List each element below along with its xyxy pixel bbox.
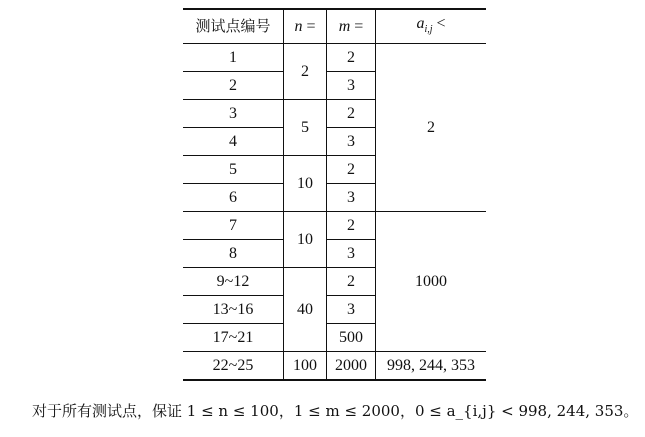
n-cell: 100 xyxy=(284,352,327,381)
m-cell: 2 xyxy=(327,212,376,240)
a-limit-cell: 998, 244, 353 xyxy=(376,352,487,381)
n-cell: 40 xyxy=(284,268,327,352)
n-cell: 5 xyxy=(284,100,327,156)
m-cell: 3 xyxy=(327,184,376,212)
case-cell: 6 xyxy=(183,184,284,212)
header-n: n = xyxy=(284,9,327,44)
m-cell: 2 xyxy=(327,100,376,128)
table-row xyxy=(183,44,486,72)
case-cell: 5 xyxy=(183,156,284,184)
m-cell: 500 xyxy=(327,324,376,352)
case-cell: 4 xyxy=(183,128,284,156)
case-cell: 1 xyxy=(183,44,284,72)
m-cell: 3 xyxy=(327,296,376,324)
test-case-table xyxy=(183,8,486,381)
case-cell: 3 xyxy=(183,100,284,128)
header-case-id: 测试点编号 xyxy=(183,9,284,44)
m-cell: 2 xyxy=(327,268,376,296)
case-cell: 7 xyxy=(183,212,284,240)
m-cell: 3 xyxy=(327,128,376,156)
m-cell: 3 xyxy=(327,72,376,100)
m-cell: 2 xyxy=(327,44,376,72)
case-cell: 13~16 xyxy=(183,296,284,324)
table-row xyxy=(183,352,486,381)
constraint-note: 对于所有测试点，保证 1 ≤ n ≤ 100，1 ≤ m ≤ 2000，0 ≤ a_{i,j} < 998, 244, 353。 xyxy=(32,402,639,420)
n-cell: 10 xyxy=(284,156,327,212)
n-cell: 10 xyxy=(284,212,327,268)
a-limit-cell: 2 xyxy=(376,44,487,212)
m-cell: 2000 xyxy=(327,352,376,381)
m-cell: 3 xyxy=(327,240,376,268)
case-cell: 17~21 xyxy=(183,324,284,352)
header-a: $a_{i,j}$ < xyxy=(376,9,487,44)
case-cell: 8 xyxy=(183,240,284,268)
case-cell: 9~12 xyxy=(183,268,284,296)
header-m: m = xyxy=(327,9,376,44)
n-cell: 2 xyxy=(284,44,327,100)
case-cell: 2 xyxy=(183,72,284,100)
a-limit-cell: 1000 xyxy=(376,212,487,352)
table-row xyxy=(183,212,486,240)
case-cell: 22~25 xyxy=(183,352,284,381)
m-cell: 2 xyxy=(327,156,376,184)
table-header-row xyxy=(183,9,486,44)
